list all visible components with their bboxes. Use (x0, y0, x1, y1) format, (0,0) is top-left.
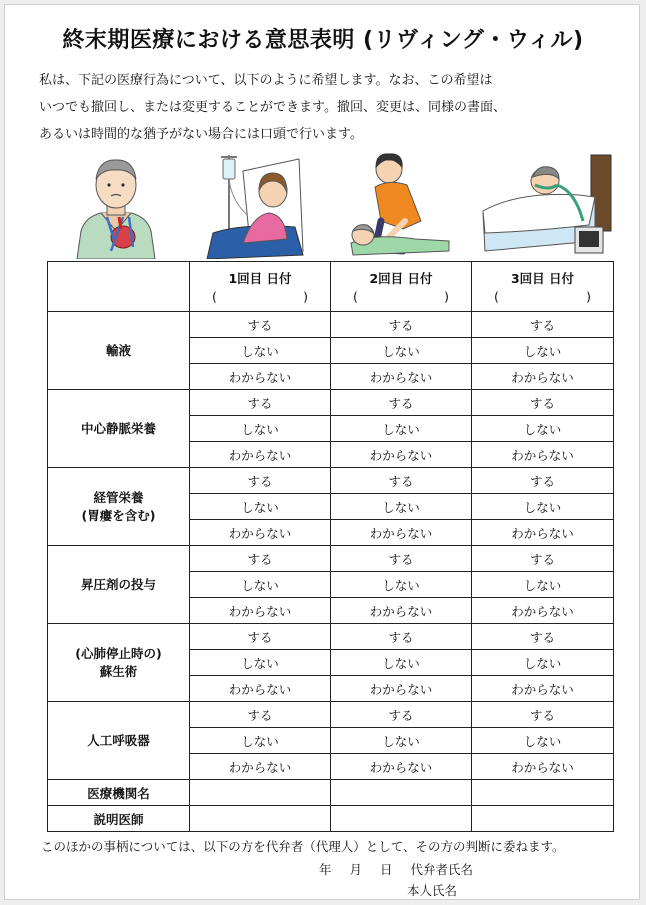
iv-bed-patient-icon (203, 151, 307, 259)
date-paren-open: ( (353, 289, 358, 304)
option-cell[interactable]: わからない (472, 676, 614, 702)
item-label: 経管栄養 (胃瘻を含む) (48, 468, 190, 546)
option-cell[interactable]: する (472, 624, 614, 650)
option-cell[interactable]: しない (472, 338, 614, 364)
date-column-1[interactable] (190, 262, 331, 312)
date-column-3[interactable] (472, 262, 614, 312)
option-cell[interactable]: わからない (331, 598, 472, 624)
physician-label: 説明医師 (48, 806, 190, 832)
intro-line: いつでも撤回し、または変更することができます。撤回、変更は、同様の書面、 (39, 100, 506, 115)
option-cell[interactable]: わからない (190, 754, 331, 780)
institution-field[interactable] (331, 780, 472, 806)
option-cell[interactable]: する (472, 468, 614, 494)
option-cell[interactable]: しない (472, 572, 614, 598)
institution-field[interactable] (190, 780, 331, 806)
option-cell[interactable]: する (331, 468, 472, 494)
physician-field[interactable] (190, 806, 331, 832)
option-cell[interactable]: しない (190, 728, 331, 754)
option-cell[interactable]: する (331, 546, 472, 572)
intro-line: 私は、下記の医療行為について、以下のように希望します。なお、この希望は (39, 73, 493, 88)
date-paren-close: ) (444, 289, 449, 304)
date-paren-close: ) (303, 289, 308, 304)
option-cell[interactable]: する (190, 390, 331, 416)
item-label: 人工呼吸器 (48, 702, 190, 780)
option-cell[interactable]: しない (190, 650, 331, 676)
option-cell[interactable]: しない (331, 338, 472, 364)
table-row (48, 546, 614, 572)
table-row (48, 806, 614, 832)
option-cell[interactable]: わからない (190, 598, 331, 624)
intro-paragraph (39, 67, 629, 148)
option-cell[interactable]: しない (472, 650, 614, 676)
option-cell[interactable]: わからない (190, 364, 331, 390)
physician-field[interactable] (472, 806, 614, 832)
table-row (48, 624, 614, 650)
option-cell[interactable]: する (472, 546, 614, 572)
institution-label: 医療機関名 (48, 780, 190, 806)
option-cell[interactable]: する (331, 702, 472, 728)
year-label: 年 (319, 862, 332, 877)
option-cell[interactable]: わからない (472, 598, 614, 624)
date-paren-open: ( (494, 289, 499, 304)
item-label: 昇圧剤の投与 (48, 546, 190, 624)
option-cell[interactable]: しない (472, 728, 614, 754)
proxy-note: このほかの事柄については、以下の方を代弁者（代理人）として、その方の判断に委ねます。 (41, 839, 565, 854)
date-column-2[interactable] (331, 262, 472, 312)
column-label: 3回目 日付 (510, 271, 575, 286)
option-cell[interactable]: しない (472, 416, 614, 442)
item-label: 輸液 (48, 312, 190, 390)
option-cell[interactable]: する (190, 702, 331, 728)
self-name-label[interactable]: 本人氏名 (407, 883, 458, 898)
option-cell[interactable]: する (190, 546, 331, 572)
day-label: 日 (380, 862, 393, 877)
proxy-name-label[interactable]: 代弁者氏名 (410, 862, 474, 877)
table-row (48, 390, 614, 416)
option-cell[interactable]: する (331, 624, 472, 650)
option-cell[interactable]: わからない (190, 442, 331, 468)
item-label: (心肺停止時の) 蘇生術 (48, 624, 190, 702)
table-row (48, 702, 614, 728)
patient-heart-icon (71, 151, 161, 259)
institution-field[interactable] (472, 780, 614, 806)
table-row (48, 780, 614, 806)
option-cell[interactable]: する (190, 624, 331, 650)
option-cell[interactable]: わからない (190, 520, 331, 546)
option-cell[interactable]: しない (331, 494, 472, 520)
option-cell[interactable]: しない (331, 416, 472, 442)
option-cell[interactable]: しない (190, 494, 331, 520)
date-paren-open: ( (212, 289, 217, 304)
option-cell[interactable]: する (472, 312, 614, 338)
option-cell[interactable]: する (472, 390, 614, 416)
page-title: 終末期医療における意思表明 (リヴィング・ウィル) (62, 28, 584, 53)
date-paren-close: ) (586, 289, 591, 304)
option-cell[interactable]: わからない (331, 364, 472, 390)
proxy-signature-line (319, 860, 487, 878)
option-cell[interactable]: しない (190, 416, 331, 442)
option-cell[interactable]: わからない (472, 442, 614, 468)
document-page (4, 4, 640, 900)
option-cell[interactable]: する (331, 312, 472, 338)
intro-line: あるいは時間的な猶予がない場合には口頭で行います。 (39, 127, 363, 142)
physician-field[interactable] (331, 806, 472, 832)
option-cell[interactable]: する (190, 468, 331, 494)
column-label: 1回目 日付 (228, 271, 292, 286)
option-cell[interactable]: しない (472, 494, 614, 520)
option-cell[interactable]: わからない (331, 442, 472, 468)
corner-cell (48, 262, 190, 312)
item-label: 中心静脈栄養 (48, 390, 190, 468)
month-label: 月 (349, 862, 363, 877)
table-header-row (48, 262, 614, 312)
option-cell[interactable]: する (190, 312, 331, 338)
option-cell[interactable]: わからない (331, 754, 472, 780)
option-cell[interactable]: しない (331, 650, 472, 676)
option-cell[interactable]: する (472, 702, 614, 728)
table-row (48, 312, 614, 338)
option-cell[interactable]: しない (190, 572, 331, 598)
option-cell[interactable]: する (331, 390, 472, 416)
option-cell[interactable]: しない (190, 338, 331, 364)
column-label: 2回目 日付 (369, 271, 433, 286)
table-row (48, 468, 614, 494)
option-cell[interactable]: わからない (472, 364, 614, 390)
option-cell[interactable]: わからない (472, 520, 614, 546)
option-cell[interactable]: しない (331, 728, 472, 754)
option-cell[interactable]: わからない (331, 676, 472, 702)
option-cell[interactable]: わからない (190, 676, 331, 702)
ventilator-bed-icon (479, 151, 613, 259)
option-cell[interactable]: わからない (331, 520, 472, 546)
directive-table (47, 261, 614, 832)
cpr-icon (345, 151, 455, 259)
option-cell[interactable]: わからない (472, 754, 614, 780)
option-cell[interactable]: しない (331, 572, 472, 598)
